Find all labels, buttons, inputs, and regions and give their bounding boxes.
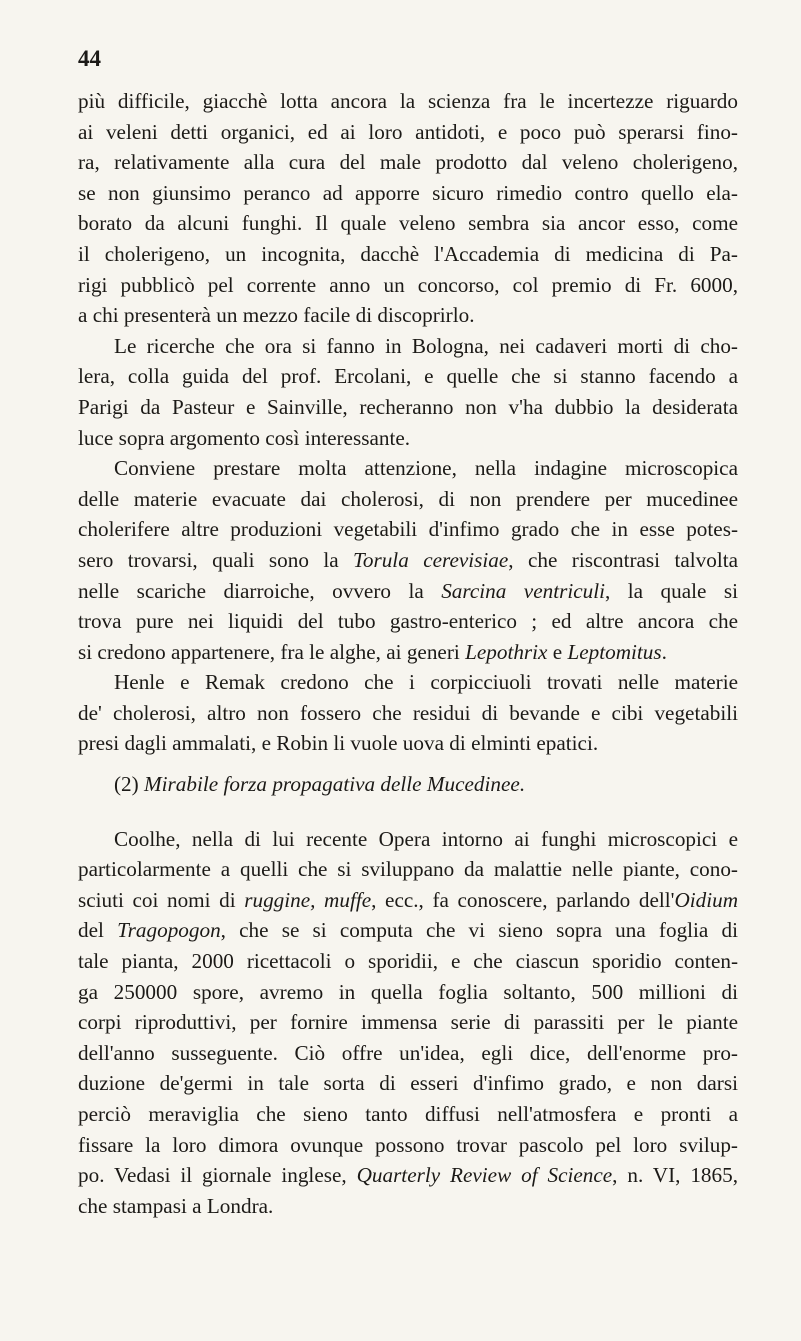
text-line: dell'anno susseguente. Ciò offre un'idea, egli dice, dell'enorme pro- xyxy=(78,1040,738,1065)
paragraph xyxy=(78,86,738,331)
text-line: a chi presenterà un mezzo facile di discoprirlo. xyxy=(78,303,475,328)
text-line: de' cholerosi, altro non fossero che residui di bevande e cibi vegetabili xyxy=(78,700,738,725)
text-line: se non giunsimo peranco ad apporre sicuro rimedio contro quello ela- xyxy=(78,180,738,205)
text-line: più difficile, giacchè lotta ancora la scienza fra le incertezze riguardo xyxy=(78,89,738,113)
text-line: Henle e Remak credono che i corpicciuoli trovati nelle materie xyxy=(114,670,738,695)
text-line: Le ricerche che ora si fanno in Bologna, nei cadaveri morti di cho- xyxy=(114,333,738,358)
text-line: borato da alcuni funghi. Il quale veleno sembra sia ancor esso, come xyxy=(78,211,738,236)
text-line: trova pure nei liquidi del tubo gastro-enterico ; ed altre ancora che xyxy=(78,609,738,634)
text-line: tale pianta, 2000 ricettacoli o sporidii, e che ciascun sporidio conten- xyxy=(78,949,738,974)
italic-term: Oidium xyxy=(674,887,738,912)
page-number: 44 xyxy=(78,46,101,71)
italic-term: Quarterly Review of Science xyxy=(356,1163,613,1188)
text-line: perciò meraviglia che sieno tanto diffusi nell'atmosfera e pronti a xyxy=(78,1102,738,1126)
text-line: luce sopra argomento così interessante. xyxy=(78,425,411,450)
paragraphs-before-heading xyxy=(78,86,738,759)
text-line: nelle scariche diarroiche, ovvero la Sarcina ventriculi, la quale si xyxy=(78,578,738,603)
section-number: (2) xyxy=(114,772,139,797)
text-line: corpi riproduttivi, per fornire immensa serie di parassiti per le piante xyxy=(78,1010,738,1035)
text-line: ai veleni detti organici, ed ai loro antidoti, e poco può sperarsi fino- xyxy=(78,119,738,144)
paragraph xyxy=(78,453,738,667)
text-line: po. Vedasi il giornale inglese, Quarterly Review of Science, n. VI, 1865, xyxy=(78,1163,738,1188)
text-line: che stampasi a Londra. xyxy=(78,1193,274,1218)
italic-term: Sarcina ventriculi xyxy=(441,578,605,603)
italic-term: Leptomitus xyxy=(567,639,662,664)
text-line: cholerifere altre produzioni vegetabili d'infimo grado che in esse potes- xyxy=(78,517,738,542)
paragraphs-after-heading xyxy=(78,824,738,1222)
text-line: particolarmente a quelli che si sviluppano da malattie nelle piante, cono- xyxy=(78,857,738,882)
text-line: Coolhe, nella di lui recente Opera intorno ai funghi microscopici e xyxy=(114,826,738,851)
text-line: si credono appartenere, fra le alghe, ai generi Lepothrix e Leptomitus. xyxy=(78,639,667,664)
text-line: il cholerigeno, un incognita, dacchè l'Accademia di medicina di Pa- xyxy=(78,241,738,266)
paragraph xyxy=(78,824,738,1222)
text-line: del Tragopogon, che se si computa che vi sieno sopra una foglia di xyxy=(78,918,738,943)
text-line: sciuti coi nomi di ruggine, muffe, ecc., fa conoscere, parlando dell'Oidium xyxy=(78,887,738,912)
text-line: delle materie evacuate dai cholerosi, di non prendere per mucedinee xyxy=(78,486,738,511)
text-line: presi dagli ammalati, e Robin li vuole uova di elminti epatici. xyxy=(78,731,599,756)
text-line: Conviene prestare molta attenzione, nella indagine microscopica xyxy=(114,456,738,481)
paragraph xyxy=(78,667,738,759)
italic-term: Tragopogon xyxy=(117,918,221,943)
paragraph xyxy=(78,331,738,453)
text-line: fissare la loro dimora ovunque possono trovar pascolo pel loro svilup- xyxy=(78,1132,738,1157)
text-line: duzione de'germi in tale sorta di esseri d'infimo grado, e non darsi xyxy=(78,1071,738,1096)
section-heading xyxy=(78,769,738,800)
italic-term: ruggine, muffe xyxy=(244,887,372,912)
italic-term: Torula cerevisiae xyxy=(353,547,509,572)
text-line: ra, relativamente alla cura del male prodotto dal veleno cholerigeno, xyxy=(78,150,738,175)
section-title: Mirabile forza propagativa delle Mucedinee. xyxy=(144,772,526,797)
text-line: rigi pubblicò pel corrente anno un concorso, col premio di Fr. 6000, xyxy=(78,272,738,297)
text-line: ga 250000 spore, avremo in quella foglia soltanto, 500 millioni di xyxy=(78,979,738,1004)
body-text xyxy=(78,86,738,1221)
text-line: lera, colla guida del prof. Ercolani, e quelle che si stanno facendo a xyxy=(78,364,738,389)
text-line: sero trovarsi, quali sono la Torula cerevisiae, che riscontrasi talvolta xyxy=(78,547,738,572)
italic-term: Lepothrix xyxy=(465,639,548,664)
text-line: Parigi da Pasteur e Sainville, recheranno non v'ha dubbio la desiderata xyxy=(78,394,738,419)
